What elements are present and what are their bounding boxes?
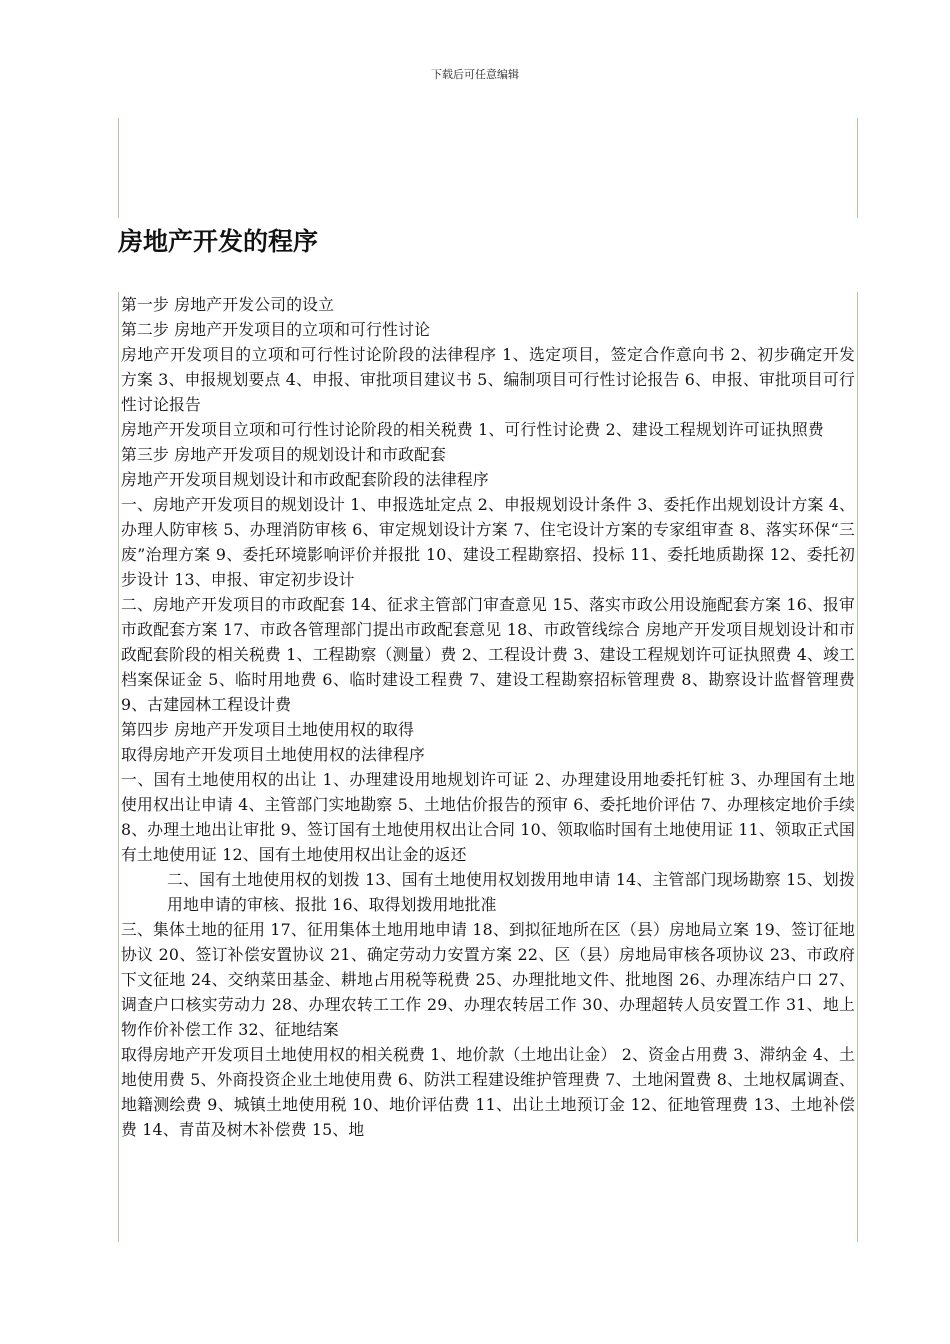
- blank-frame: [118, 118, 858, 218]
- paragraph-step-4-fees: 取得房地产开发项目土地使用权的相关税费 1、地价款（土地出让金） 2、资金占用费 3、滞纳金 4、土地使用费 5、外商投资企业土地使用费 6、防洪工程建设维护管理费 7、土地闲置费 8、土地权属调查、地籍测绘费 9、城镇土地使用税 10、地价评估费 11、出让土地预订金 12、征地管理费 13、土地补偿费 14、青苗及树木补偿费 15、地: [121, 1045, 855, 1139]
- paragraph-step-4-procedure-heading: 取得房地产开发项目土地使用权的法律程序: [121, 745, 425, 764]
- paragraph-step-2-fees: 房地产开发项目立项和可行性讨论阶段的相关税费 1、可行性讨论费 2、建设工程规划许可证执照费: [121, 420, 824, 439]
- paragraph-step-3-planning: 一、房地产开发项目的规划设计 1、申报选址定点 2、申报规划设计条件 3、委托作出规划设计方案 4、办理人防审核 5、办理消防审核 6、审定规划设计方案 7、住宅设计方案的专家组审查 8、落实环保“三废”治理方案 9、委托环境影响评价并报批 10、建设工程勘察招、投标 11、委托地质勘探 12、委托初步设计 13、申报、审定初步设计: [121, 495, 855, 589]
- paragraph-step-4-requisition: 三、集体土地的征用 17、征用集体土地用地申请 18、到拟征地所在区（县）房地局立案 19、签订征地协议 20、签订补偿安置协议 21、确定劳动力安置方案 22、区（县）房地局审核各项协议 23、市政府下文征地 24、交纳菜田基金、耕地占用税等税费 25、办理批地文件、批地图 26、办理冻结户口 27、调查户口核实劳动力 28、办理农转工工作 29、办理农转居工作 30、办理超转人员安置工作 31、地上物作价补偿工作 32、征地结案: [121, 920, 855, 1039]
- paragraph-step-4-allocation: 二、国有土地使用权的划拨 13、国有土地使用权划拨用地申请 14、主管部门现场勘察 15、划拨用地申请的审核、报批 16、取得划拨用地批准: [167, 870, 855, 914]
- paragraph-step-2: 第二步 房地产开发项目的立项和可行性讨论: [121, 320, 431, 339]
- paragraph-step-4: 第四步 房地产开发项目土地使用权的取得: [121, 720, 415, 739]
- paragraph-step-2-procedure: 房地产开发项目的立项和可行性讨论阶段的法律程序 1、选定项目，签定合作意向书 2、初步确定开发方案 3、申报规划要点 4、申报、审批项目建议书 5、编制项目可行性讨论报告 6、申报、审批项目可行性讨论报告: [121, 345, 855, 414]
- paragraph-step-3: 第三步 房地产开发项目的规划设计和市政配套: [121, 445, 447, 464]
- paragraph-step-1: 第一步 房地产开发公司的设立: [121, 295, 335, 314]
- paragraph-step-3-procedure-heading: 房地产开发项目规划设计和市政配套阶段的法律程序: [121, 470, 489, 489]
- paragraph-step-3-municipal: 二、房地产开发项目的市政配套 14、征求主管部门审查意见 15、落实市政公用设施配套方案 16、报审市政配套方案 17、市政各管理部门提出市政配套意见 18、市政管线综合 房地产开发项目规划设计和市政配套阶段的相关税费 1、工程勘察（测量）费 2、工程设计费 3、建设工程规划许可证执照费 4、竣工档案保证金 5、临时用地费 6、临时建设工程费 7、建设工程勘察招标管理费 8、勘察设计监督管理费 9、古建园林工程设计费: [121, 595, 855, 714]
- page-header-note: 下载后可任意编辑: [431, 68, 519, 81]
- document-body: [118, 292, 858, 1242]
- paragraph-step-4-transfer: 一、国有土地使用权的出让 1、办理建设用地规划许可证 2、办理建设用地委托钉桩 3、办理国有土地使用权出让申请 4、主管部门实地勘察 5、土地估价报告的预审 6、委托地价评估 7、办理核定地价手续 8、办理土地出让审批 9、签订国有土地使用权出让合同 10、领取临时国有土地使用证 11、领取正式国有土地使用证 12、国有土地使用权出让金的返还: [121, 770, 855, 864]
- document-title: 房地产开发的程序: [118, 227, 319, 256]
